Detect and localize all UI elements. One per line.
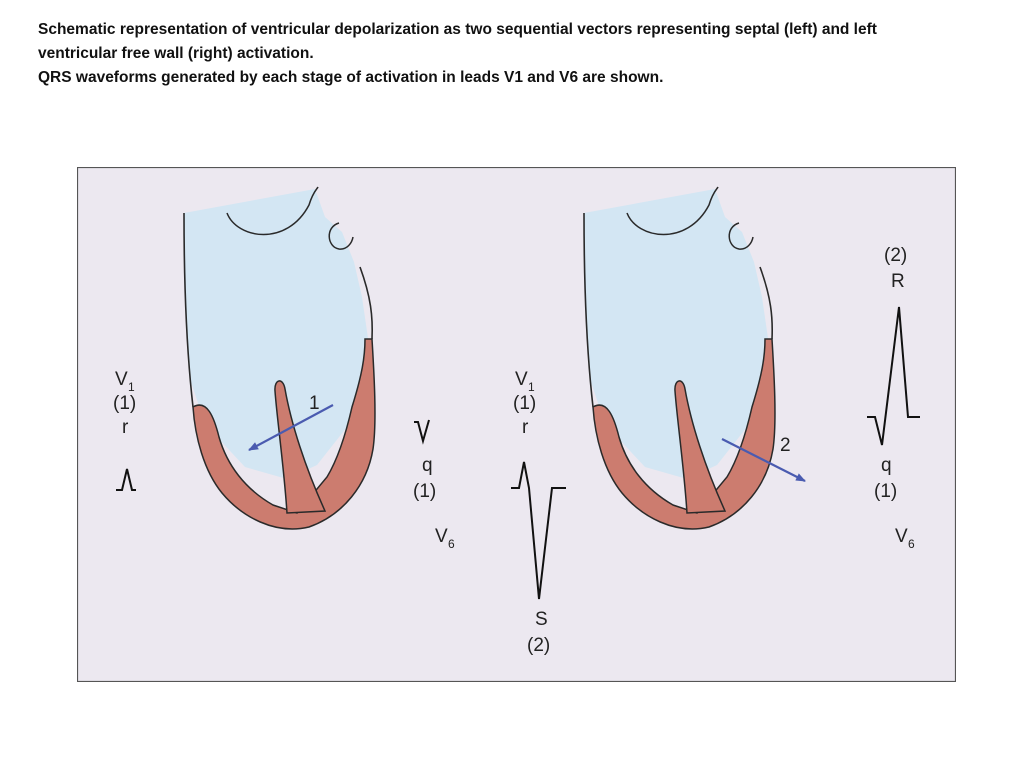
figure-caption [38, 18, 998, 90]
right-v6-q-stage: (1) [874, 481, 898, 502]
right-v6-r-wave-label: R [891, 271, 905, 292]
vector-1-label: 1 [309, 393, 320, 414]
left-v1-stage: (1) [113, 393, 137, 414]
right-v1-wave-label: r [522, 417, 529, 438]
right-v1-stage: (1) [513, 393, 537, 414]
left-v6-wave-label: q [422, 455, 433, 476]
vector-2-label: 2 [780, 435, 791, 456]
right-v6-lead-letter: V [895, 526, 908, 547]
depolarization-figure [77, 167, 956, 682]
right-v6-r-stage: (2) [884, 245, 908, 266]
right-v1-lead-subscript: 1 [528, 380, 535, 394]
left-v1-wave-label: r [122, 417, 129, 438]
caption-line-2: ventricular free wall (right) activation. [38, 45, 314, 62]
caption-line-3: QRS waveforms generated by each stage of activation in leads V1 and V6 are shown. [38, 69, 664, 86]
left-v6-lead-letter: V [435, 526, 448, 547]
left-v6-stage: (1) [413, 481, 437, 502]
left-v6-lead-subscript: 6 [448, 537, 455, 551]
depolarization-diagram [77, 167, 956, 682]
caption-line-1: Schematic representation of ventricular depolarization as two sequential vectors representing septal (left) and left [38, 21, 877, 38]
right-v6-lead-subscript: 6 [908, 537, 915, 551]
left-v1-lead-subscript: 1 [128, 380, 135, 394]
right-v1-lead-letter: V [515, 369, 528, 390]
right-v1-s-wave-label: S [535, 609, 548, 630]
left-v1-lead-letter: V [115, 369, 128, 390]
right-v6-q-wave-label: q [881, 455, 892, 476]
right-v1-s-stage: (2) [527, 635, 551, 656]
